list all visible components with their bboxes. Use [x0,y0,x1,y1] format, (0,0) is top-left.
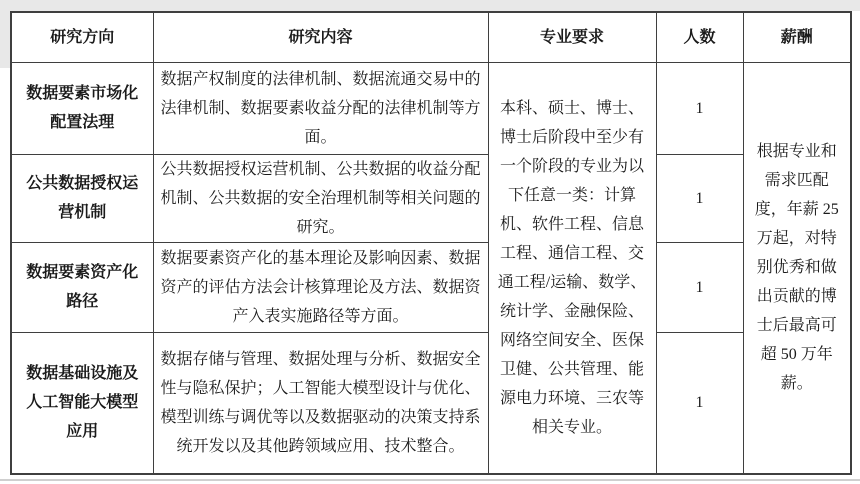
cell-headcount: 1 [656,242,743,332]
cell-content: 数据存储与管理、数据处理与分析、数据安全性与隐私保护；人工智能大模型设计与优化、模型训练与调优等以及数据驱动的决策支持系统开发以及其他跨领域应用、技术整合。 [153,332,488,474]
cell-headcount: 1 [656,332,743,474]
page-bottom-edge [0,479,860,481]
cell-content: 数据要素资产化的基本理论及影响因素、数据资产的评估方法会计核算理论及方法、数据资产入表实施路径等方面。 [153,242,488,332]
recruitment-table [10,11,852,475]
table-row [11,154,851,242]
cell-content: 数据产权制度的法律机制、数据流通交易中的法律机制、数据要素收益分配的法律机制等方面。 [153,62,488,154]
cell-requirements-merged: 本科、硕士、博士、博士后阶段中至少有一个阶段的专业为以下任意一类：计算机、软件工程、信息工程、通信工程、交通工程/运输、数学、统计学、金融保险、网络空间安全、医保卫健、公共管理、能源电力环境、三农等相关专业。 [488,62,656,474]
cell-headcount: 1 [656,154,743,242]
cell-direction: 数据基础设施及人工智能大模型应用 [11,332,153,474]
table-row [11,242,851,332]
table-row [11,332,851,474]
header-headcount: 人数 [656,12,743,62]
cell-headcount: 1 [656,62,743,154]
cell-direction: 公共数据授权运营机制 [11,154,153,242]
cell-direction: 数据要素市场化配置法理 [11,62,153,154]
cell-content: 公共数据授权运营机制、公共数据的收益分配机制、公共数据的安全治理机制等相关问题的研究。 [153,154,488,242]
page-top-margin [0,0,860,11]
cell-salary-merged: 根据专业和需求匹配度，年薪 25 万起，对特别优秀和做出贡献的博士后最高可超 50 万年薪。 [743,62,851,474]
header-row [11,12,851,62]
page-left-margin [0,0,10,68]
header-salary: 薪酬 [743,12,851,62]
header-content: 研究内容 [153,12,488,62]
cell-direction: 数据要素资产化路径 [11,242,153,332]
header-direction: 研究方向 [11,12,153,62]
header-requirements: 专业要求 [488,12,656,62]
table-row [11,62,851,154]
